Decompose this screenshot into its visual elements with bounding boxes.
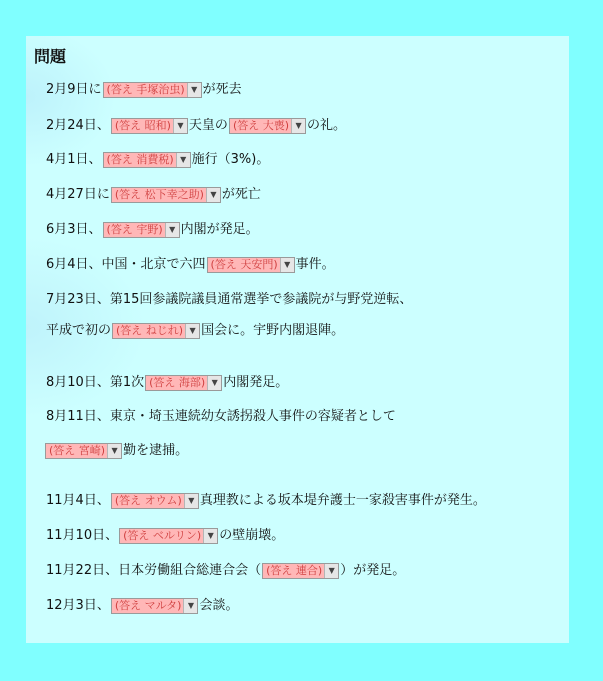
question-text: 12月3日、 xyxy=(46,598,110,613)
answer-value: (答え 宮崎) xyxy=(49,444,106,457)
question-text: 8月11日、東京・埼玉連続幼女誘拐殺人事件の容疑者として xyxy=(46,409,396,424)
answer-value: (答え 海部) xyxy=(149,376,206,389)
question-text: 7月23日、第15回参議院議員通常選挙で参議院が与野党逆転、 xyxy=(46,292,413,307)
answer-value: (答え 昭和) xyxy=(114,119,171,132)
answer-dropdown[interactable] xyxy=(145,375,222,391)
question-row xyxy=(46,407,396,427)
question-text: 11月10日、 xyxy=(46,528,119,543)
question-text: 4月27日に xyxy=(46,187,110,202)
chevron-down-icon[interactable]: ▼ xyxy=(280,258,294,272)
question-text: ）が発足。 xyxy=(340,563,406,578)
answer-value: (答え 手塚治虫) xyxy=(106,83,185,96)
answer-value: (答え オウム) xyxy=(114,494,182,507)
question-text: の壁崩壊。 xyxy=(219,528,285,543)
answer-value: (答え ねじれ) xyxy=(116,324,184,337)
question-text: 天皇の xyxy=(188,118,228,133)
answer-value: (答え マルタ) xyxy=(114,599,182,612)
answer-value: (答え 松下幸之助) xyxy=(114,188,204,201)
question-row xyxy=(46,526,284,546)
question-row xyxy=(46,116,346,136)
answer-value: (答え 消費税) xyxy=(106,153,174,166)
answer-dropdown[interactable] xyxy=(111,118,188,134)
question-text: 11月22日、日本労働組合総連合会（ xyxy=(46,563,262,578)
question-text: 6月3日、 xyxy=(46,222,102,237)
question-row xyxy=(46,80,242,100)
question-row xyxy=(46,220,259,240)
question-row xyxy=(46,185,261,205)
chevron-down-icon[interactable]: ▼ xyxy=(207,376,221,390)
answer-dropdown[interactable] xyxy=(229,118,306,134)
question-row xyxy=(44,441,188,461)
chevron-down-icon[interactable]: ▼ xyxy=(203,529,217,543)
question-text: 施行（3%)。 xyxy=(191,152,270,167)
question-row xyxy=(46,321,344,341)
question-text: 平成で初の xyxy=(46,323,112,338)
question-row xyxy=(46,596,238,616)
question-text: 真理教による坂本堤弁護士一家殺害事件が発生。 xyxy=(199,493,486,508)
answer-value: (答え 天安門) xyxy=(210,258,278,271)
answer-dropdown[interactable] xyxy=(45,443,122,459)
question-row xyxy=(46,290,412,310)
question-row xyxy=(46,150,269,170)
answer-dropdown[interactable] xyxy=(207,257,295,273)
quiz-panel xyxy=(26,36,569,643)
question-text: 2月24日、 xyxy=(46,118,110,133)
question-row xyxy=(46,561,405,581)
chevron-down-icon[interactable]: ▼ xyxy=(206,188,220,202)
chevron-down-icon[interactable]: ▼ xyxy=(324,564,338,578)
chevron-down-icon[interactable]: ▼ xyxy=(291,119,305,133)
question-text: 勤を逮捕。 xyxy=(123,443,189,458)
chevron-down-icon[interactable]: ▼ xyxy=(185,324,199,338)
chevron-down-icon[interactable]: ▼ xyxy=(183,599,197,613)
question-text: 会談。 xyxy=(199,598,239,613)
question-text: 4月1日、 xyxy=(46,152,102,167)
answer-dropdown[interactable] xyxy=(111,598,199,614)
question-row xyxy=(46,491,486,511)
answer-dropdown[interactable] xyxy=(111,187,221,203)
question-row xyxy=(46,373,288,393)
question-text: が死去 xyxy=(202,82,242,97)
chevron-down-icon[interactable]: ▼ xyxy=(187,83,201,97)
answer-value: (答え 宇野) xyxy=(106,223,163,236)
question-text: 8月10日、第1次 xyxy=(46,375,145,390)
question-text: 6月4日、中国・北京で六四 xyxy=(46,257,206,272)
question-text: 2月9日に xyxy=(46,82,102,97)
question-text: 内閣発足。 xyxy=(223,375,289,390)
chevron-down-icon[interactable]: ▼ xyxy=(107,444,121,458)
answer-dropdown[interactable] xyxy=(262,563,339,579)
question-text: 11月4日、 xyxy=(46,493,110,508)
answer-dropdown[interactable] xyxy=(111,493,199,509)
answer-dropdown[interactable] xyxy=(119,528,218,544)
chevron-down-icon[interactable]: ▼ xyxy=(176,153,190,167)
chevron-down-icon[interactable]: ▼ xyxy=(184,494,198,508)
answer-dropdown[interactable] xyxy=(103,152,191,168)
question-text: 内閣が発足。 xyxy=(180,222,259,237)
question-text: 国会に。宇野内閣退陣。 xyxy=(201,323,345,338)
answer-value: (答え ベルリン) xyxy=(123,529,202,542)
chevron-down-icon[interactable]: ▼ xyxy=(173,119,187,133)
answer-dropdown[interactable] xyxy=(103,222,180,238)
answer-dropdown[interactable] xyxy=(112,323,200,339)
page-title: 問題 xyxy=(34,47,67,66)
question-text: 事件。 xyxy=(295,257,335,272)
question-row xyxy=(46,255,335,275)
answer-dropdown[interactable] xyxy=(103,82,202,98)
answer-value: (答え 大喪) xyxy=(232,119,290,132)
question-text: の礼。 xyxy=(307,118,347,133)
question-text: が死亡 xyxy=(221,187,261,202)
answer-value: (答え 連合) xyxy=(266,564,323,577)
chevron-down-icon[interactable]: ▼ xyxy=(165,223,179,237)
